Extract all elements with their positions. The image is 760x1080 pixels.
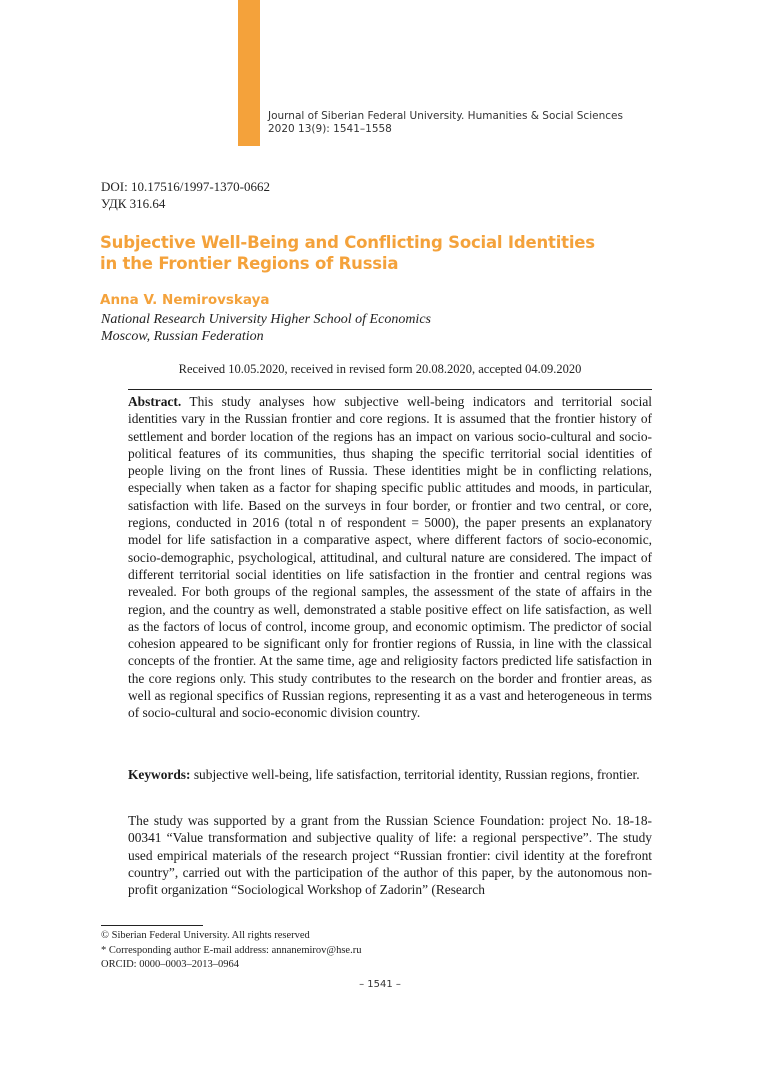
footnote-divider (101, 925, 203, 926)
journal-accent-bar (238, 0, 260, 146)
abstract-text: This study analyses how subjective well-being indicators and territorial social identities vary in the Russian frontier and core regions. It is assumed that the frontier history of settlement and border location of the regions has an impact on various socio-cultural and socio-political features of its communities, thus shaping the specific territorial social identities of people living on the front lines of Russia. These identities might be in conflicting relations, especially when taken as a factor for shaping specific public attitudes and moods, in particular, satisfaction with life. Based on the surveys in four border, or frontier and two central, or core, regions, conducted in 2016 (total n of respondent = 5000), the paper presents an explanatory model for life satisfaction in a comparative aspect, where different factors of socio-economic, socio-demographic, psychological, attitudinal, and cultural nature are considered. The impact of different territorial social identities on life satisfaction in the frontier and central regions was revealed. For both groups of the regional samples, the assessment of the state of affairs in the region, and the country as well, demonstrated a stable positive effect on life satisfaction, as well as the factors of locus of control, income group, and economic optimism. The predictor of social cohesion appeared to be significant only for frontier regions of Russia, in line with the classical concepts of the frontier. At the same time, age and religiosity factors predicted life satisfaction in the core regions only. This study contributes to the research on the border and frontier areas, as well as regional specifics of Russian regions, representing it as a vast and heterogeneous in terms of socio-cultural and socio-economic division country. (128, 394, 652, 721)
orcid: ORCID: 0000–0003–2013–0964 (101, 959, 239, 970)
article-identifiers (101, 178, 270, 212)
footnotes (101, 929, 361, 973)
abstract-label: Abstract. (128, 394, 182, 409)
title-line-1: Subjective Well-Being and Conflicting Social Identities (100, 233, 595, 252)
author-affiliation (101, 311, 431, 345)
doi: DOI: 10.17516/1997-1370-0662 (101, 179, 270, 194)
abstract (128, 393, 652, 722)
copyright-notice: © Siberian Federal University. All rights reserved (101, 930, 310, 941)
author-name: Anna V. Nemirovskaya (100, 292, 270, 308)
keywords (128, 766, 652, 783)
article-title (100, 232, 660, 274)
received-dates: Received 10.05.2020, received in revised form 20.08.2020, accepted 04.09.2020 (178, 362, 582, 376)
journal-header (268, 110, 688, 136)
keywords-text: subjective well-being, life satisfaction, territorial identity, Russian regions, frontier. (193, 767, 640, 782)
affiliation-location: Moscow, Russian Federation (101, 329, 264, 344)
corresponding-author: * Corresponding author E-mail address: annanemirov@hse.ru (101, 944, 362, 956)
title-line-2: in the Frontier Regions of Russia (100, 254, 399, 273)
udk: УДК 316.64 (101, 196, 166, 211)
journal-issue: 2020 13(9): 1541–1558 (268, 123, 392, 135)
journal-name: Journal of Siberian Federal University. Humanities & Social Sciences (268, 110, 623, 122)
abstract-divider (128, 389, 652, 390)
keywords-label: Keywords: (128, 767, 191, 782)
page-number: – 1541 – (359, 979, 401, 990)
funding-statement: The study was supported by a grant from the Russian Science Foundation: project No. 18-18-00341 “Value transformation and subjective quality of life: a regional perspective”. The study used empirical materials of the research project “Russian frontier: civil identity at the forefront country”, carried out with the participation of the author of this paper, by the autonomous non-profit organization “Sociological Workshop of Zadorin” (Research (128, 813, 652, 898)
affiliation-institution: National Research University Higher School of Economics (101, 312, 431, 327)
